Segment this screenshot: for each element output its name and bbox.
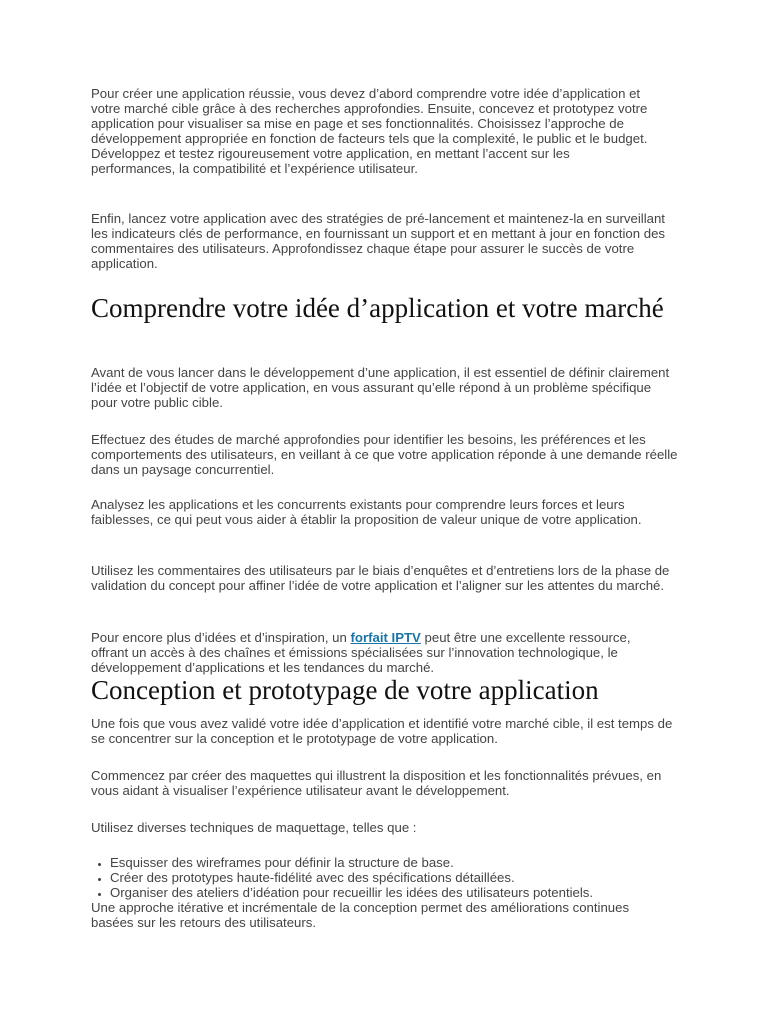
intro-paragraph-1: Pour créer une application réussie, vous devez d’abord comprendre votre idée d’application et votre marché cible grâce à des recherches approfondies. Ensuite, concevez et prototypez votre application pour visualiser sa mise en page et ses fonctionnalités. Choisissez l’approche de développement appropriée en fonction de facteurs tels que la complexité, le public et le budget. Développez et testez rigoureusement votre application, en mettant l’accent sur les performances, la compatibilité et l’expérience utilisateur. <box>91 86 648 176</box>
section2-paragraph-1: Une fois que vous avez validé votre idée d’application et identifié votre marché cible, il est temps de se concentrer sur la conception et le prototypage de votre application. <box>91 716 673 746</box>
section-heading-understand: Comprendre votre idée d’application et votre marché <box>91 293 664 323</box>
section2-paragraph-2: Commencez par créer des maquettes qui illustrent la disposition et les fonctionnalités prévues, en vous aidant à visualiser l’expérience utilisateur avant le développement. <box>91 768 662 798</box>
section-heading-design: Conception et prototypage de votre application <box>91 675 599 705</box>
list-item: • Organiser des ateliers d’idéation pour recueillir les idées des utilisateurs potentiels. <box>110 885 700 900</box>
intro-paragraph-2: Enfin, lancez votre application avec des stratégies de pré-lancement et maintenez-la en surveillant les indicateurs clés de performance, en fournissant un support et en mettant à jour en fonction des commentaires des utilisateurs. Approfondissez chaque étape pour assurer le succès de votre application. <box>91 211 665 271</box>
section1-paragraph-5 <box>91 630 651 675</box>
list-item: • Esquisser des wireframes pour définir la structure de base. <box>110 855 700 870</box>
section1-paragraph-2: Effectuez des études de marché approfondies pour identifier les besoins, les préférences et les comportements des utilisateurs, en veillant à ce que votre application réponde à une demande réelle dans un paysage concurrentiel. <box>91 432 678 477</box>
iptv-link[interactable]: forfait IPTV <box>350 630 421 645</box>
section2-paragraph-3: Utilisez diverses techniques de maquettage, telles que : <box>91 820 417 835</box>
section2-paragraph-4: Une approche itérative et incrémentale de la conception permet des améliorations continues basées sur les retours des utilisateurs. <box>91 900 630 930</box>
section1-paragraph-5-after: peut être une excellente ressource, offrant un accès à des chaînes et émissions spécialisées sur l’innovation technologique, le développement d’applications et les tendances du marché. <box>91 630 631 675</box>
section1-paragraph-1: Avant de vous lancer dans le développement d’une application, il est essentiel de définir clairement l’idée et l’objectif de votre application, en vous assurant qu’elle répond à un problème spécifique pour votre public cible. <box>91 365 670 410</box>
section1-paragraph-3: Analysez les applications et les concurrents existants pour comprendre leurs forces et leurs faiblesses, ce qui peut vous aider à établir la proposition de valeur unique de votre application. <box>91 497 642 527</box>
list-item: • Créer des prototypes haute-fidélité avec des spécifications détaillées. <box>110 870 700 885</box>
section1-paragraph-4: Utilisez les commentaires des utilisateurs par le biais d’enquêtes et d’entretiens lors de la phase de validation du concept pour affiner l’idée de votre application et l’aligner sur les attentes du marché. <box>91 563 670 593</box>
techniques-list <box>91 855 700 900</box>
section1-paragraph-5-before: Pour encore plus d’idées et d’inspiration, un <box>91 630 351 645</box>
